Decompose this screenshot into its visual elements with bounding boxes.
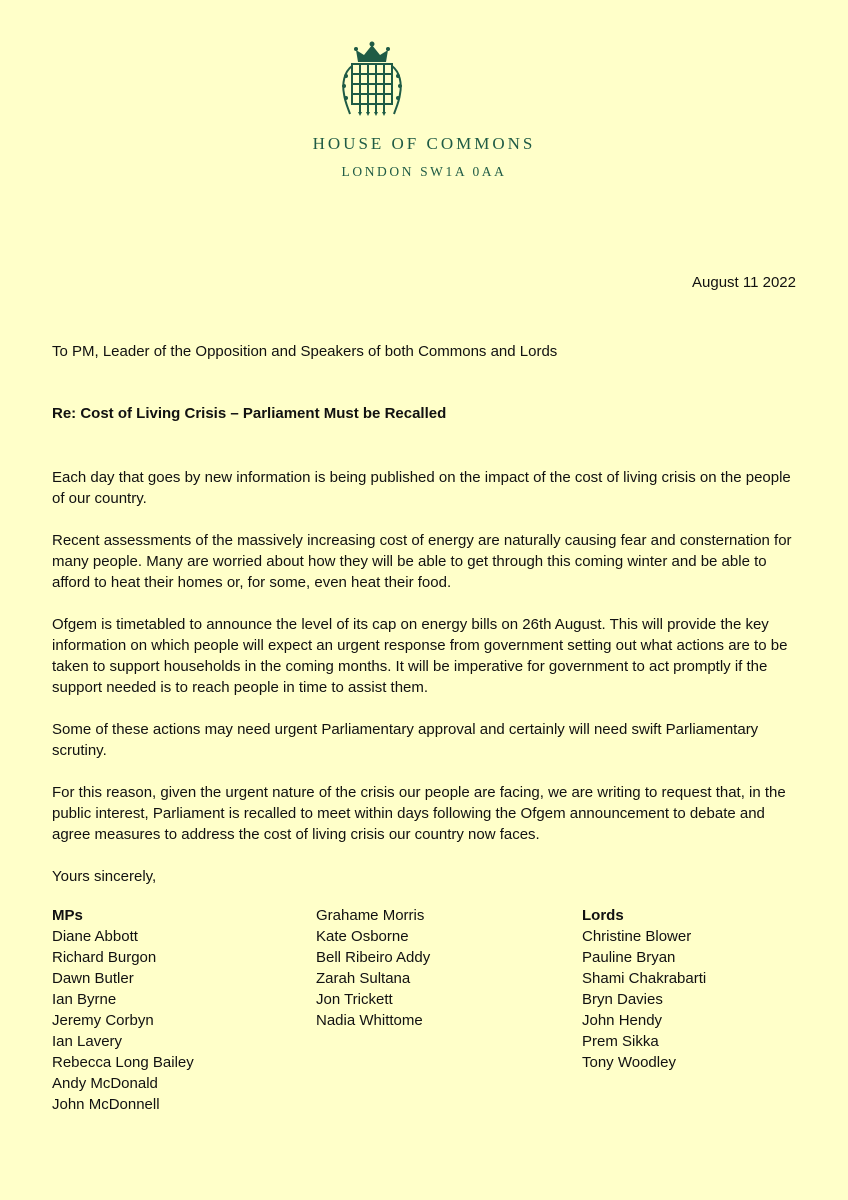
sign-off: Yours sincerely,: [52, 868, 157, 885]
mps-list-column-2: [316, 905, 430, 1031]
letter-body: [52, 467, 802, 908]
lords-list-column: [582, 905, 706, 1073]
signatory-name: Jon Trickett: [316, 991, 393, 1008]
signatory-name: Prem Sikka: [582, 1033, 659, 1050]
mps-list-column-1: [52, 905, 194, 1115]
letterhead-title: HOUSE OF COMMONS: [312, 134, 536, 153]
signatory-name: Christine Blower: [582, 928, 692, 945]
signatory-name: Ian Lavery: [52, 1033, 123, 1050]
signatory-name: Diane Abbott: [52, 928, 138, 945]
signatory-name: Dawn Butler: [52, 970, 134, 987]
letterhead-address: LONDON SW1A 0AA: [341, 164, 507, 179]
signatory-name: Tony Woodley: [582, 1054, 676, 1071]
paragraph: Some of these actions may need urgent Parliamentary approval and certainly will need swift Parliamentary scrutiny.: [52, 721, 759, 759]
signatory-name: Rebecca Long Bailey: [52, 1054, 194, 1071]
signatory-name: John Hendy: [582, 1012, 663, 1029]
signatory-name: Pauline Bryan: [582, 949, 676, 966]
mps-heading: MPs: [52, 907, 83, 924]
signatory-name: Ian Byrne: [52, 991, 117, 1008]
signatory-name: Nadia Whittome: [316, 1012, 423, 1029]
signatory-name: Zarah Sultana: [316, 970, 411, 987]
paragraph: Ofgem is timetabled to announce the level of its cap on energy bills on 26th August. This will provide the key information on which people will expect an urgent response from government setting out what actions are to be taken to support households in the coming months. It will be imperative for government to act promptly if the support needed is to reach people in time to assist them.: [52, 616, 788, 696]
paragraph: Each day that goes by new information is being published on the impact of the cost of living crisis on the people of our country.: [52, 469, 791, 507]
signatory-name: Kate Osborne: [316, 928, 409, 945]
paragraph: For this reason, given the urgent nature of the crisis our people are facing, we are writing to request that, in the public interest, Parliament is recalled to meet within days following the Ofgem announcement to debate and agree measures to address the cost of living crisis our country now faces.: [52, 784, 786, 843]
letter-date: August 11 2022: [692, 274, 796, 291]
lords-heading: Lords: [582, 907, 624, 924]
subject-line: Re: Cost of Living Crisis – Parliament Must be Recalled: [52, 405, 447, 422]
signatory-name: Andy McDonald: [52, 1075, 158, 1092]
signatory-name: Richard Burgon: [52, 949, 157, 966]
signatory-name: Jeremy Corbyn: [52, 1012, 154, 1029]
signatory-name: Grahame Morris: [316, 907, 425, 924]
signatory-name: Bryn Davies: [582, 991, 663, 1008]
portcullis-crown-icon: [338, 40, 406, 118]
signatory-name: Bell Ribeiro Addy: [316, 949, 431, 966]
paragraph: Recent assessments of the massively increasing cost of energy are naturally causing fear and consternation for many people. Many are worried about how they will be able to get through this coming winter and be able to afford to heat their homes or, for some, even heat their food.: [52, 532, 792, 591]
signatory-name: John McDonnell: [52, 1096, 160, 1113]
signatory-name: Shami Chakrabarti: [582, 970, 707, 987]
recipient-line: To PM, Leader of the Opposition and Speakers of both Commons and Lords: [52, 343, 558, 360]
